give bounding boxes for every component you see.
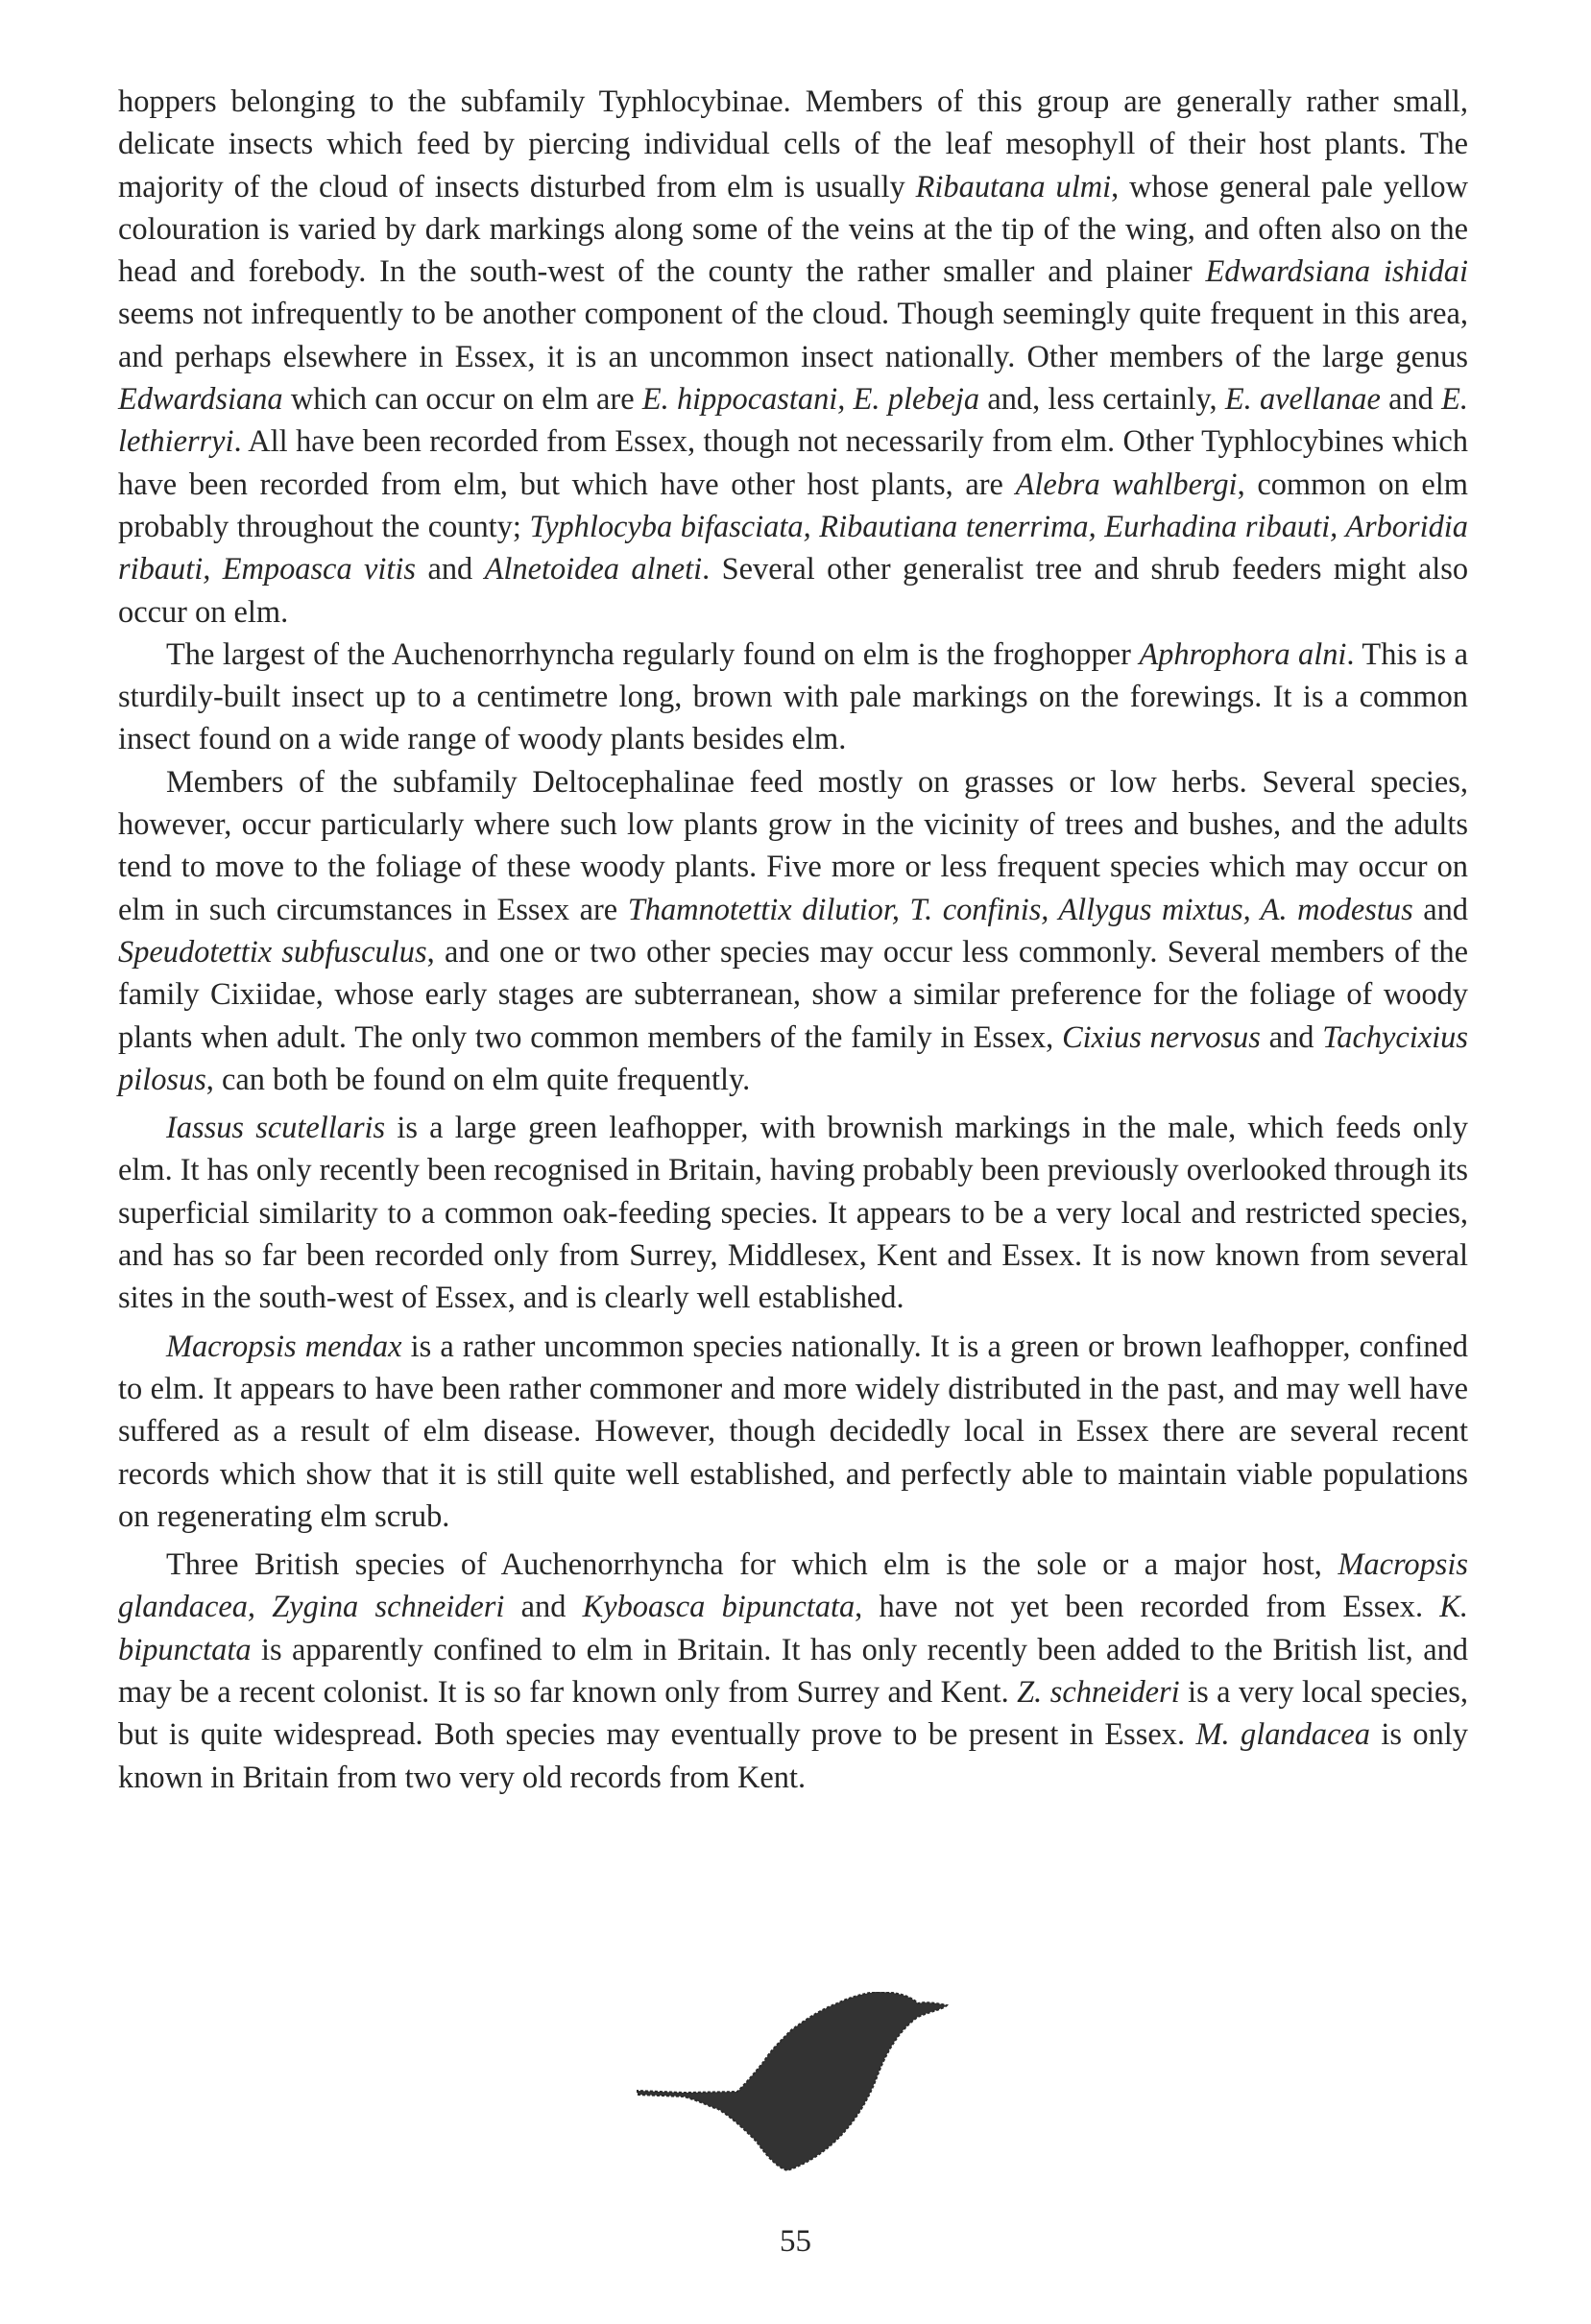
text-run: which can occur on elm are bbox=[282, 382, 642, 418]
paragraph-typhlocybinae bbox=[118, 81, 1468, 634]
text-run: is a rather uncommon species nationally. It is a green or brown leafhopper, confined to elm. It appears to have been rather commoner and more widely distributed in the past, and may well have suffered as a result of elm disease. However, though decidedly local in Essex there are several recent records which show that it is still quite well established, and perfectly able to maintain viable populations on regenerating elm scrub. bbox=[118, 1329, 1468, 1534]
species-name: Edwardsiana bbox=[118, 382, 283, 418]
text-run: , and one or two other species may occur less commonly. Several members of the family Cixiidae, whose early stages are subterranean, show a similar preference for the foliage of woody plants when adult. The only two common members of the family in Essex, bbox=[118, 934, 1468, 1055]
paragraph-macropsis bbox=[118, 1326, 1468, 1538]
species-name: Ribautana ulmi bbox=[915, 169, 1112, 204]
paragraph-iassus bbox=[118, 1107, 1468, 1319]
species-name: Tachycixius pilosus bbox=[118, 1019, 1468, 1097]
text-run: and, less certainly, bbox=[979, 382, 1225, 418]
text-run: . All have been recorded from Essex, though not necessarily from elm. Other Typhlocybines which have been recorded from elm, but which have other host plants, are bbox=[118, 424, 1468, 502]
species-name: Iassus scutellaris bbox=[166, 1111, 386, 1146]
text-run: and bbox=[504, 1590, 583, 1625]
species-name: Speudotettix subfusculus bbox=[118, 934, 427, 970]
text-run: and bbox=[1380, 382, 1442, 418]
text-run: is apparently confined to elm in Britain. It has only recently been added to the British list, and may be a recent colonist. It is so far known only from Surrey and Kent. bbox=[118, 1632, 1468, 1710]
text-run: Three British species of Auchenorrhyncha for which elm is the sole or a major host, bbox=[166, 1547, 1338, 1583]
species-name: Typhlocyba bifasciata, Ribautiana tenerrima, Eurhadina ribauti, Arboridia ribauti, Empoasca vitis bbox=[118, 509, 1468, 587]
text-run: . Several other generalist tree and shrub feeders might also occur on elm. bbox=[118, 552, 1469, 630]
species-name: M. glandacea bbox=[1195, 1717, 1370, 1753]
text-run: seems not infrequently to be another component of the cloud. Though seemingly quite frequent in this area, and perhaps elsewhere in Essex, it is an uncommon insect nationally. Other members of the large genus bbox=[118, 297, 1468, 374]
text-run: , whose general pale yellow colouration is varied by dark markings along some of the veins at the tip of the wing, and often also on the head and forebody. In the south-west of the county the rather smaller and plainer bbox=[118, 169, 1468, 290]
species-name: E. lethierryi bbox=[118, 382, 1469, 460]
species-name: Alebra wahlbergi bbox=[1015, 467, 1238, 502]
paragraph-aphrophora bbox=[118, 634, 1468, 761]
species-name: Z. schneideri bbox=[1017, 1674, 1180, 1710]
text-run: and bbox=[1260, 1019, 1323, 1055]
text-run: The largest of the Auchenorrhyncha regularly found on elm is the froghopper bbox=[166, 636, 1140, 672]
page-number: 55 bbox=[780, 2224, 811, 2259]
text-run: and bbox=[416, 552, 485, 587]
species-name: E. hippocastani, E. plebeja bbox=[641, 382, 980, 418]
text-run: is only known in Britain from two very old records from Kent. bbox=[118, 1717, 1468, 1795]
species-name: Macropsis mendax bbox=[166, 1329, 402, 1364]
species-name: Kyboasca bipunctata bbox=[582, 1590, 856, 1625]
text-run: , can both be found on elm quite frequently. bbox=[205, 1062, 751, 1097]
text-run: is a large green leafhopper, with brownish markings in the male, which feeds only elm. It has only recently been recognised in Britain, having probably been previously overlooked through its superficial similarity to a common oak-feeding species. It appears to be a very local and restricted species, and has so far been recorded only from Surrey, Middlesex, Kent and Essex. It is now known from several sites in the south-west of Essex, and is clearly well established. bbox=[118, 1111, 1468, 1316]
species-name: E. avellanae bbox=[1224, 382, 1381, 418]
species-name: Macropsis glandacea, Zygina schneideri bbox=[118, 1547, 1468, 1625]
text-run: and bbox=[1412, 892, 1469, 927]
elm-leaf-icon bbox=[634, 1992, 951, 2174]
text-run: , common on elm probably throughout the county; bbox=[118, 467, 1468, 544]
text-run: , have not yet been recorded from Essex. bbox=[855, 1590, 1440, 1625]
paragraph-three-species bbox=[118, 1544, 1468, 1799]
text-run: Members of the subfamily Deltocephalinae feed mostly on grasses or low herbs. Several species, however, occur particularly where such low plants grow in the vicinity of trees and bushes, and the adults tend to move to the foliage of these woody plants. Five more or less frequent species which may occur on elm in such circumstances in Essex are bbox=[118, 764, 1468, 927]
species-name: K. bipunctata bbox=[118, 1590, 1468, 1667]
text-run: hoppers belonging to the subfamily Typhlocybinae. Members of this group are generally rather small, delicate insects which feed by piercing individual cells of the leaf mesophyll of their host plants. The majority of the cloud of insects disturbed from elm is usually bbox=[118, 84, 1468, 204]
body-text bbox=[118, 81, 1468, 1799]
text-run: is a very local species, but is quite widespread. Both species may eventually prove to be present in Essex. bbox=[118, 1674, 1468, 1753]
species-name: Aphrophora alni bbox=[1139, 636, 1347, 672]
species-name: Edwardsiana ishidai bbox=[1205, 254, 1469, 290]
species-name: Alnetoidea alneti bbox=[484, 552, 703, 587]
text-run: . This is a sturdily-built insect up to a centimetre long, brown with pale markings on the forewings. It is a common insect found on a wide range of woody plants besides elm. bbox=[118, 636, 1468, 757]
species-name: Cixius nervosus bbox=[1062, 1019, 1261, 1055]
paragraph-deltocephalinae bbox=[118, 761, 1468, 1101]
species-name: Thamnotettix dilutior, T. confinis, Allygus mixtus, A. modestus bbox=[627, 892, 1413, 927]
